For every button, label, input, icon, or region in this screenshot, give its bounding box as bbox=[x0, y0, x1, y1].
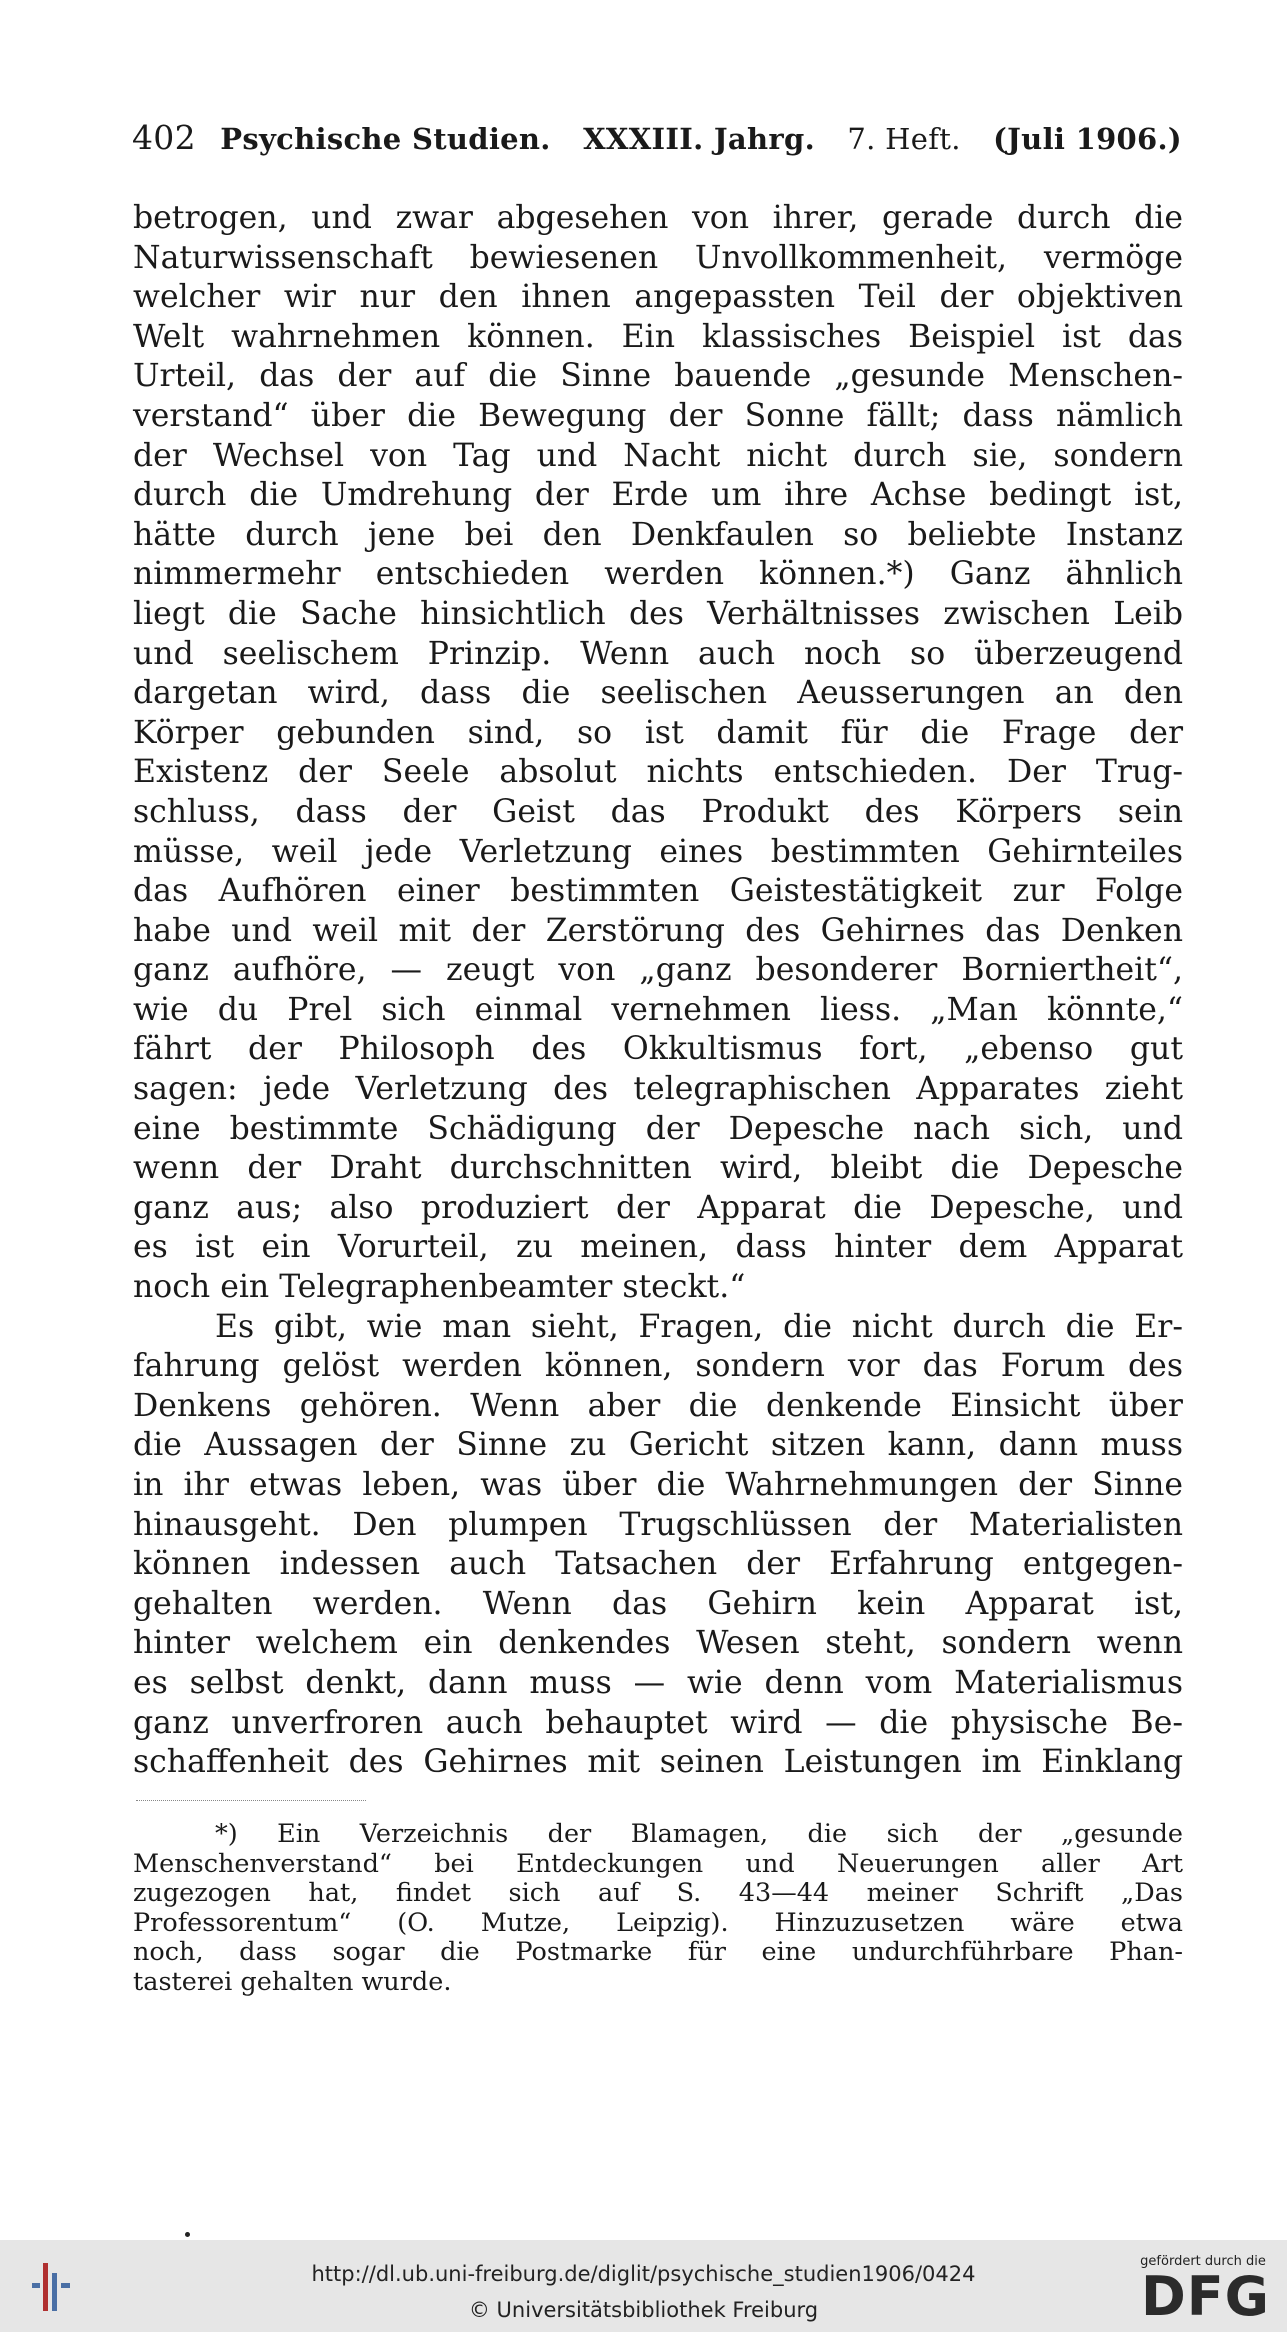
text-line: durch die Umdrehung der Erde um ihre Achse bedingt ist, bbox=[133, 477, 1183, 514]
journal-title: Psychische Studien. bbox=[220, 122, 551, 156]
copyright-notice: © Universitätsbibliothek Freiburg bbox=[468, 2298, 819, 2322]
text-line: hätte durch jene bei den Denkfaulen so beliebte Instanz bbox=[133, 516, 1183, 553]
text-line: fährt der Philosoph des Okkultismus fort, „ebenso gut bbox=[133, 1031, 1183, 1068]
page-number: 402 bbox=[132, 118, 196, 157]
source-url-link[interactable]: http://dl.ub.uni-freiburg.de/diglit/psychische_studien1906/0424 bbox=[311, 2262, 976, 2286]
issue-label: 7. Heft. bbox=[847, 122, 961, 156]
main-text bbox=[133, 199, 1183, 1783]
text-line: welcher wir nur den ihnen angepassten Teil der objektiven bbox=[133, 279, 1183, 316]
issue-date: (Juli 1906.) bbox=[993, 122, 1182, 156]
text-line: hinter welchem ein denkendes Wesen steht, sondern wenn bbox=[133, 1625, 1183, 1662]
text-line: gehalten werden. Wenn das Gehirn kein Apparat ist, bbox=[133, 1585, 1183, 1622]
text-line: liegt die Sache hinsichtlich des Verhältnisses zwischen Leib bbox=[133, 595, 1183, 632]
text-line: ganz unverfroren auch behauptet wird — die physische Be- bbox=[133, 1704, 1183, 1741]
dfg-note: gefördert durch die bbox=[1140, 2254, 1266, 2269]
text-line: Welt wahrnehmen können. Ein klassisches Beispiel ist das bbox=[133, 318, 1183, 355]
text-line: in ihr etwas leben, was über die Wahrnehmungen der Sinne bbox=[133, 1467, 1183, 1503]
text-line: die Aussagen der Sinne zu Gericht sitzen kann, dann muss bbox=[133, 1427, 1183, 1464]
text-line: es selbst denkt, dann muss — wie denn vom Materialismus bbox=[133, 1664, 1183, 1701]
text-line: müsse, weil jede Verletzung eines bestimmten Gehirnteiles bbox=[133, 833, 1183, 870]
text-line: betrogen, und zwar abgesehen von ihrer, gerade durch die bbox=[133, 200, 1183, 236]
text-line: habe und weil mit der Zerstörung des Gehirnes das Denken bbox=[133, 912, 1183, 949]
text-line: Urteil, das der auf die Sinne bauende „gesunde Menschen- bbox=[133, 358, 1183, 395]
text-line: dargetan wird, dass die seelischen Aeusserungen an den bbox=[133, 675, 1183, 712]
text-line: fahrung gelöst werden können, sondern vor das Forum des bbox=[133, 1348, 1183, 1385]
text-line: ganz aus; also produziert der Apparat die Depesche, und bbox=[133, 1189, 1183, 1226]
text-line: verstand“ über die Bewegung der Sonne fällt; dass nämlich bbox=[133, 397, 1183, 434]
footnote-separator bbox=[136, 1800, 366, 1801]
text-line: der Wechsel von Tag und Nacht nicht durch sie, sondern bbox=[133, 437, 1183, 474]
dfg-logo: DFG bbox=[1140, 2265, 1271, 2328]
footnote-line: zugezogen hat, findet sich auf S. 43—44 meiner Schrift „Das bbox=[133, 1878, 1183, 1909]
text-line: schaffenheit des Gehirnes mit seinen Leistungen im Einklang bbox=[133, 1744, 1183, 1781]
footnote-line: *) Ein Verzeichnis der Blamagen, die sich der „gesunde bbox=[215, 1819, 1183, 1849]
text-line: wenn der Draht durchschnitten wird, bleibt die Depesche bbox=[133, 1150, 1183, 1187]
footnote-line: noch, dass sogar die Postmarke für eine undurchführbare Phan- bbox=[133, 1937, 1183, 1968]
text-line: schluss, dass der Geist das Produkt des Körpers sein bbox=[133, 793, 1183, 830]
text-line: wie du Prel sich einmal vernehmen liess. „Man könnte,“ bbox=[133, 991, 1183, 1028]
text-line: Es gibt, wie man sieht, Fragen, die nicht durch die Er- bbox=[215, 1308, 1183, 1345]
text-line: Körper gebunden sind, so ist damit für die Frage der bbox=[133, 714, 1183, 751]
text-line: das Aufhören einer bestimmten Geistestätigkeit zur Folge bbox=[133, 873, 1183, 910]
text-line: nimmermehr entschieden werden können.*) Ganz ähnlich bbox=[133, 556, 1183, 593]
text-line: es ist ein Vorurteil, zu meinen, dass hinter dem Apparat bbox=[133, 1229, 1183, 1266]
scan-speck bbox=[185, 2232, 190, 2237]
running-header bbox=[132, 118, 1182, 157]
text-line: können indessen auch Tatsachen der Erfahrung entgegen- bbox=[133, 1546, 1183, 1583]
text-line: Denkens gehören. Wenn aber die denkende Einsicht über bbox=[133, 1387, 1183, 1424]
text-line: Naturwissenschaft bewiesenen Unvollkommenheit, vermöge bbox=[133, 239, 1183, 276]
text-line: ganz aufhöre, — zeugt von „ganz besonderer Borniertheit“, bbox=[133, 952, 1183, 989]
text-line: eine bestimmte Schädigung der Depesche nach sich, und bbox=[133, 1110, 1183, 1147]
volume-label: XXXIII. Jahrg. bbox=[583, 122, 815, 156]
text-line: sagen: jede Verletzung des telegraphischen Apparates zieht bbox=[133, 1071, 1183, 1108]
footnote-line: Menschenverstand“ bei Entdeckungen und Neuerungen aller Art bbox=[133, 1848, 1183, 1879]
text-line: Existenz der Seele absolut nichts entschieden. Der Trug- bbox=[133, 754, 1183, 791]
footnote bbox=[133, 1820, 1183, 1998]
footnote-line: Professorentum“ (O. Mutze, Leipzig). Hinzuzusetzen wäre etwa bbox=[133, 1907, 1183, 1938]
text-line: und seelischem Prinzip. Wenn auch noch so überzeugend bbox=[133, 635, 1183, 672]
text-line: noch ein Telegraphenbeamter steckt.“ bbox=[133, 1269, 746, 1306]
text-line: hinausgeht. Den plumpen Trugschlüssen der Materialisten bbox=[133, 1506, 1183, 1543]
footnote-line: tasterei gehalten wurde. bbox=[133, 1966, 452, 1997]
